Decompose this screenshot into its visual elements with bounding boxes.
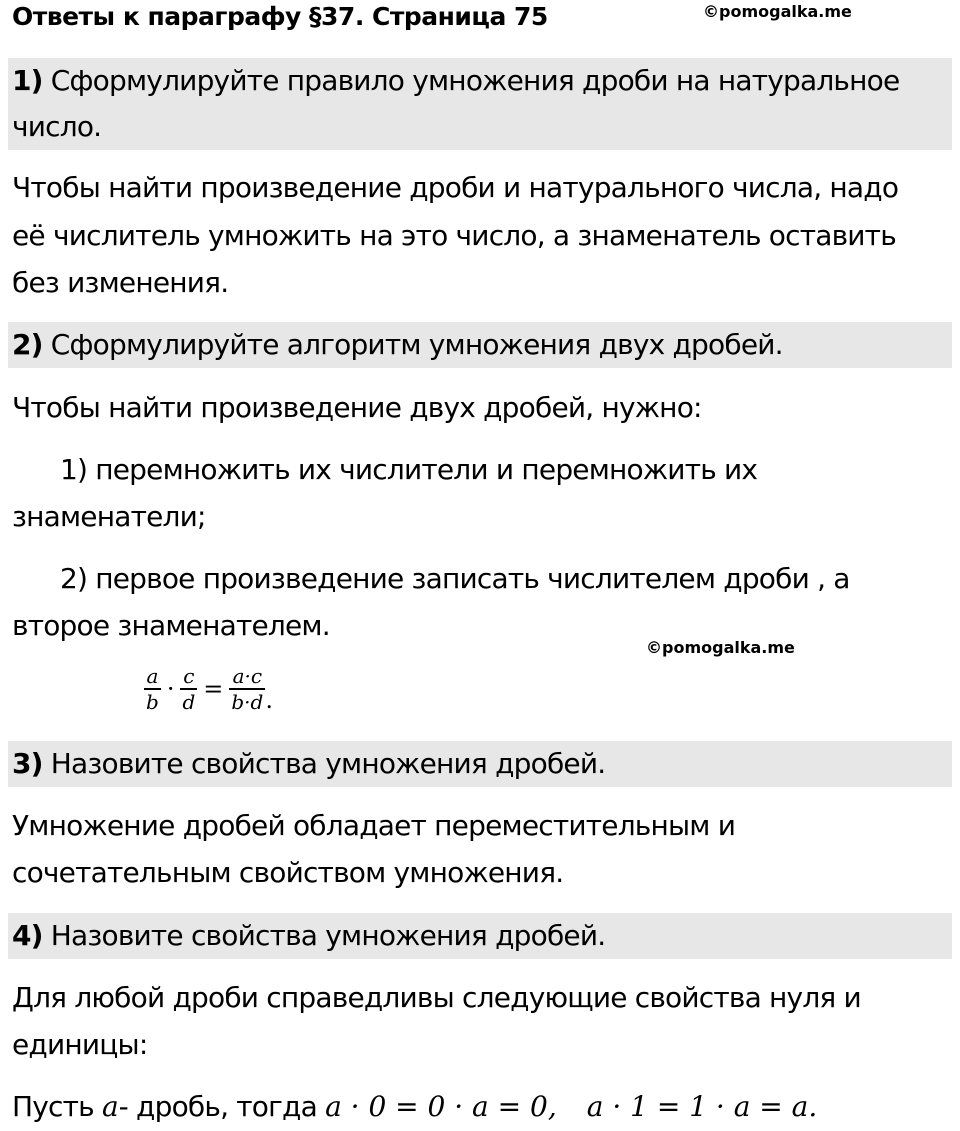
answer-2-line-1: Чтобы найти произведение двух дробей, нужно: [12, 391, 702, 424]
answer-2-step-1: 1) перемножить их числители и перемножить их [60, 453, 758, 486]
variable-a: a [101, 1090, 119, 1123]
fraction-a-over-b [144, 664, 161, 714]
question-2-number: 2) [12, 328, 43, 361]
multiply-dot: · [166, 674, 175, 703]
fraction-numerator: c [183, 664, 195, 688]
question-1-number: 1) [12, 64, 43, 97]
fraction-formula [144, 664, 273, 714]
answer-4-prefix: Пусть [12, 1090, 102, 1123]
answer-2-step-2: 2) первое произведение записать числителем дроби , а [60, 562, 850, 595]
question-1 [8, 58, 952, 150]
question-3 [8, 741, 952, 787]
equals-sign: = [203, 674, 224, 703]
fraction-denominator: b·d [231, 689, 264, 714]
answer-1-line-3: без изменения. [12, 266, 229, 299]
answer-4-line-1: Для любой дроби справедливы следующие свойства нуля и [12, 981, 861, 1014]
question-4-line [12, 913, 946, 959]
fraction-c-over-d [180, 664, 197, 714]
answer-2-step-1-cont: знаменатели; [12, 500, 206, 533]
fraction-result [229, 664, 265, 714]
question-3-number: 3) [12, 747, 43, 780]
question-2 [8, 322, 952, 368]
answer-4-line-2: единицы: [12, 1028, 148, 1061]
question-2-text: Сформулируйте алгоритм умножения двух дробей. [42, 328, 783, 361]
question-1-line-1 [12, 58, 946, 104]
formula-period: . [265, 685, 273, 714]
question-4-text: Назовите свойства умножения дробей. [42, 919, 606, 952]
question-1-line-2: число. [12, 110, 102, 143]
zero-property-expression: a · 0 = 0 · a = 0, [325, 1090, 557, 1123]
question-3-line [12, 741, 946, 787]
watermark-top: ©pomogalka.me [703, 2, 852, 21]
one-property-expression: a · 1 = 1 · a = a. [586, 1090, 818, 1123]
watermark-middle: ©pomogalka.me [646, 638, 795, 657]
answer-1-line-2: её числитель умножить на это число, а знаменатель оставить [12, 219, 896, 252]
answer-4-mid: - дробь, тогда [118, 1090, 326, 1123]
question-1-text: Сформулируйте правило умножения дроби на натуральное [42, 64, 900, 97]
answer-4-line-3 [12, 1090, 817, 1124]
question-3-text: Назовите свойства умножения дробей. [42, 747, 606, 780]
question-2-line [12, 322, 946, 368]
fraction-numerator: a [146, 664, 159, 688]
answer-3-line-1: Умножение дробей обладает переместительным и [12, 809, 736, 842]
answer-3-line-2: сочетательным свойством умножения. [12, 856, 564, 889]
page-title: Ответы к параграфу §37. Страница 75 [12, 2, 548, 31]
question-4 [8, 913, 952, 959]
answer-1-line-1: Чтобы найти произведение дроби и натурального числа, надо [12, 171, 899, 204]
question-4-number: 4) [12, 919, 43, 952]
fraction-denominator: d [182, 689, 196, 714]
fraction-denominator: b [146, 689, 159, 714]
fraction-numerator: a·c [232, 664, 263, 688]
answer-2-step-2-cont: второе знаменателем. [12, 609, 330, 642]
